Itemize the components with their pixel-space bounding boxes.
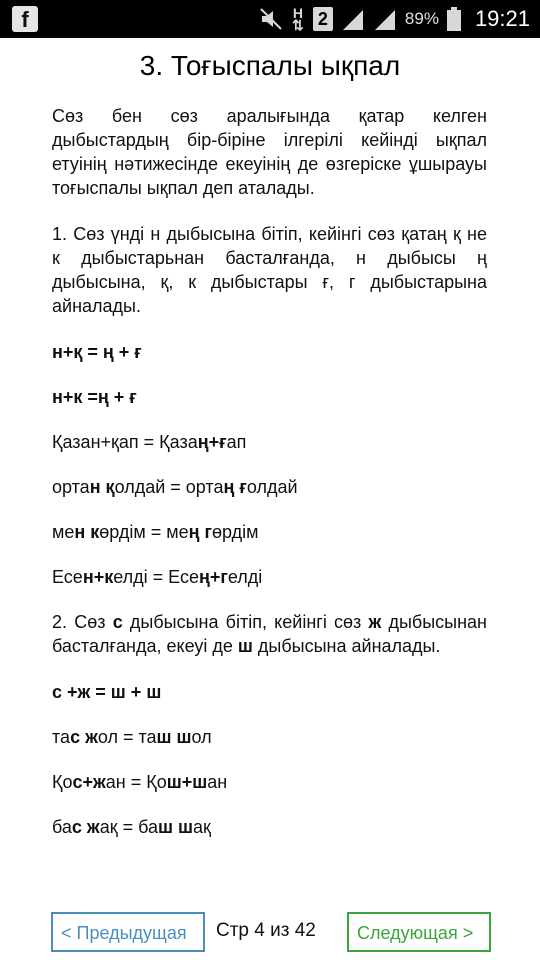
formula-2: н+к =ң + ғ (52, 387, 137, 407)
signal-icon (341, 8, 365, 30)
intro-paragraph: Сөз бен сөз аралығында қатар келген дыбыстардың бір-біріне ілгерілі кейінді ықпал етуінің нәтижесінде екеуінің де өзгеріске ұшырауы тоғыспалы ықпал деп аталады. (52, 106, 487, 198)
example-5: тас жол = таш шол (52, 727, 212, 747)
example-3: мен көрдім = мең гөрдім (52, 522, 259, 542)
battery-icon (447, 7, 461, 31)
article-content (52, 104, 487, 860)
formula-1: н+қ = ң + ғ (52, 342, 142, 362)
status-icons (259, 0, 530, 38)
example-6: Қос+жан = Қош+шан (52, 772, 228, 792)
pagination (0, 912, 540, 956)
facebook-icon: f (12, 6, 38, 32)
example-1: Қазан+қап = Қазаң+ғап (52, 432, 247, 452)
example-2: ортан қолдай = ортаң ғолдай (52, 477, 298, 497)
rule1-paragraph: 1. Сөз үнді н дыбысына бітіп, кейінгі сөз қатаң қ не к дыбыстарьнан басталғанда, н дыбысы ң дыбысына, қ, к дыбыстары ғ, г дыбыстарына айналады. (52, 224, 487, 316)
page-title: 3. Тоғыспалы ықпал (139, 50, 401, 81)
example-4: Есен+келді = Есең+гелді (52, 567, 263, 587)
sim-badge: 2 (313, 7, 333, 31)
signal-icon-2 (373, 8, 397, 30)
page-indicator: Стр 4 из 42 (216, 920, 316, 941)
previous-page-button[interactable]: < Предыдущая (51, 912, 205, 952)
clock: 19:21 (474, 6, 530, 31)
example-7: бас жақ = баш шақ (52, 817, 211, 837)
rule2-paragraph: 2. Сөз с дыбысына бітіп, кейінгі сөз ж дыбысынан басталғанда, екеуі де ш дыбысына айналады. (52, 612, 487, 656)
network-type-icon: H ⇅ (292, 5, 304, 33)
formula-3: с +ж = ш + ш (52, 682, 162, 702)
article-page (0, 38, 540, 960)
battery-percent: 89% (404, 9, 439, 28)
status-bar (0, 0, 540, 38)
next-page-button[interactable]: Следующая > (347, 912, 491, 952)
mute-icon (259, 7, 283, 31)
